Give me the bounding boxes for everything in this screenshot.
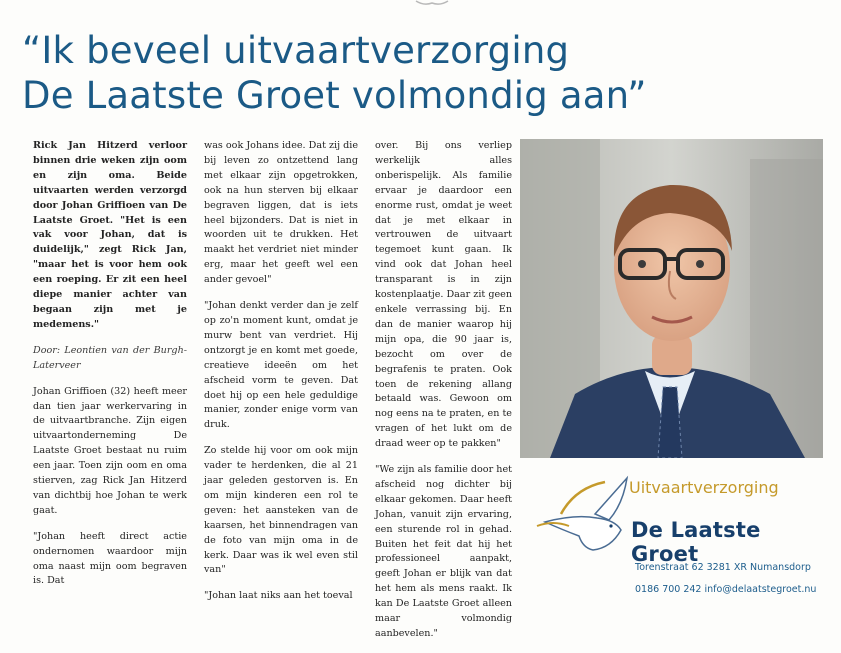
top-ornament bbox=[412, 0, 452, 6]
logo-text-uitvaartverzorging: Uitvaartverzorging bbox=[629, 478, 779, 497]
body-paragraph: over. Bij ons verliep werkelijk alles onberispelijk. Als familie ervaar je daardoor een enorme rust, omdat je weet dat je met elkaar in vertrouwen de uitvaart tegemoet kunt gaan. Ik vind ook dat Johan heel transparant is in zijn kostenplaatje. Daar zit geen enkele verrassing bij. En dan de manier waarop hij mijn opa, die 90 jaar is, bezocht om over de begrafenis te praten. Ook toen de rekening allang betaald was. Gewoon om nog eens na te praten, en te vragen of het lukt om de draad weer op te pakken" bbox=[375, 140, 512, 450]
contact-address: Torenstraat 62 3281 XR Numansdorp bbox=[635, 562, 811, 573]
body-paragraph: Johan Griffioen (32) heeft meer dan tien jaar werkervaring in de uitvaartbranche. Zijn eigen uitvaartonderneming De Laatste Groet bestaat nu ruim een jaar. Toen zijn oom en oma stierven, zag Rick Jan Hitzerd van dichtbij hoe Johan te werk gaat. bbox=[33, 385, 187, 516]
article-headline bbox=[22, 28, 822, 118]
body-paragraph: Zo stelde hij voor om ook mijn vader te herdenken, die al 21 jaar geleden gestorven is. En om mijn kinderen een rol te geven: het aansteken van de kaarsen, het binnendragen van de foto van mijn oma in de kerk. Daar was ik wel even stil van" bbox=[204, 445, 358, 576]
body-paragraph: "Johan heeft direct actie ondernomen waardoor mijn oma naast mijn oom begraven is. Dat bbox=[33, 530, 187, 587]
body-paragraph: "We zijn als familie door het afscheid nog dichter bij elkaar gekomen. Daar heeft Johan, vanuit zijn ervaring, een sturende rol in gehad. Buiten het feit dat hij het professioneel aanpakt, geeft Johan er blijk van dat het hem als mens raakt. Ik kan De Laatste Groet alleen maar volmondig aanbevelen." bbox=[375, 464, 512, 639]
article-column-3 bbox=[375, 139, 512, 653]
body-paragraph: "Johan laat niks aan het toeval bbox=[204, 590, 353, 602]
intro-paragraph: Rick Jan Hitzerd verloor binnen drie weken zijn oom en zijn oma. Beide uitvaarten werden verzorgd door Johan Griffioen van De Laatste Groet. "Het is een vak voor Johan, dat is duidelijk," zegt Rick Jan, "maar het is voor hem ook een roeping. Er zit een heel diepe manier achter van begaan zijn met je medemens." bbox=[33, 140, 187, 330]
company-logo bbox=[535, 474, 825, 566]
article-column-2 bbox=[204, 139, 358, 615]
headline-line-2: De Laatste Groet volmondig aan” bbox=[22, 74, 647, 117]
body-paragraph: "Johan denkt verder dan je zelf op zo'n moment kunt, omdat je murw bent van verdriet. Hij ontzorgt je en komt met goede, creatieve ideeën om het afscheid vorm te geven. Dat doet hij op een hele geduldige manier, zonder enige vorm van druk. bbox=[204, 300, 358, 431]
logo-text-company-name: De Laatste Groet bbox=[631, 518, 761, 566]
article-column-1 bbox=[33, 139, 187, 600]
headline-line-1: “Ik beveel uitvaartverzorging bbox=[22, 29, 570, 72]
contact-phone-email: 0186 700 242 info@delaatstegroet.nu bbox=[635, 584, 817, 595]
byline: Door: Leontien van der Burgh-Laterveer bbox=[33, 344, 187, 371]
portrait-photo bbox=[520, 139, 823, 458]
body-paragraph: was ook Johans idee. Dat zij die bij leven zo ontzettend lang met elkaar zijn opgetrokken, ook na hun sterven bij elkaar begraven liggen, dat is iets heel bijzonders. Dat is niet in woorden uit te drukken. Het maakt het verdriet niet minder erg, maar het geeft wel een ander gevoel" bbox=[204, 140, 359, 286]
